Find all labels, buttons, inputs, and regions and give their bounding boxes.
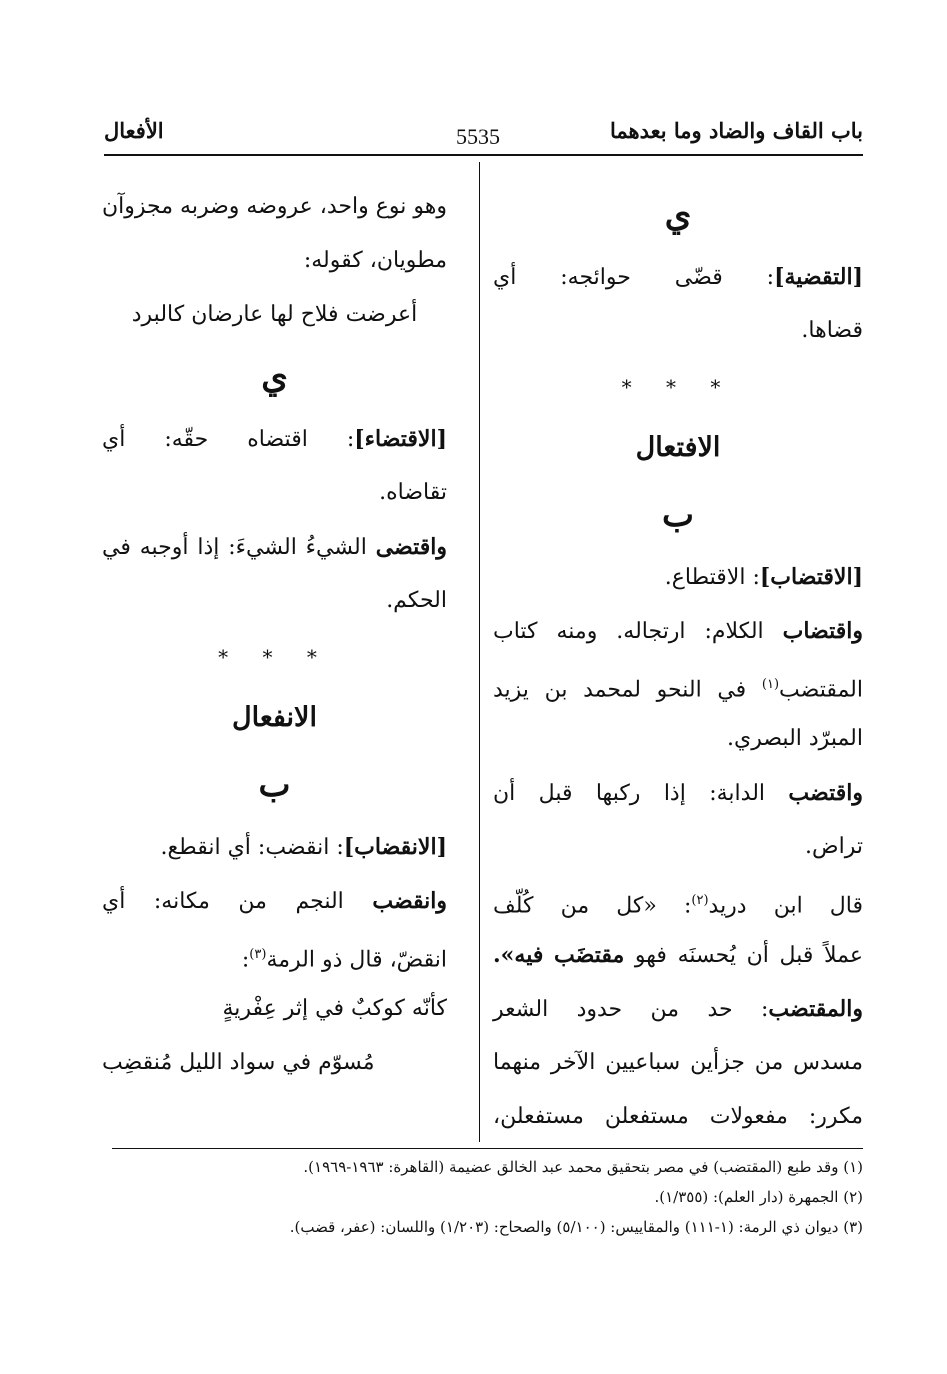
page-number: 5535 <box>456 124 500 149</box>
letter-ya-heading: ي <box>261 357 288 397</box>
entry-inqidab: [الانقضاب]: انقضب: أي انقطع. <box>160 834 447 860</box>
headword: واقتضاب <box>782 618 863 644</box>
continuation-text: مطويان، كقوله: <box>303 248 447 273</box>
verse-line: مُسوّم في سواد الليل مُنقضِب <box>102 1050 375 1075</box>
footnote-rule <box>112 1148 863 1149</box>
entry-durayd: قال ابن دريد$^{(٢)}$: «كل من كُلّف <box>493 893 863 919</box>
header-rule <box>104 154 863 156</box>
entry-shay: واقتضى الشيءُ الشيءَ: إذا أوجبه في <box>102 534 447 560</box>
entry-muqtadab-cont: مكرر: مفعولات مستفعلن مستفعلن، <box>493 1104 863 1129</box>
footnote-2: (٢) الجمهرة (دار العلم): (١/٣٥٥). <box>654 1188 863 1206</box>
separator-stars: * * * <box>621 375 735 399</box>
entry-iqtida: [الاقتضاء]: اقتضاه حقّه: أي <box>102 426 447 452</box>
entry-muqtadab: والمقتضب: حد من حدود الشعر <box>493 996 863 1022</box>
headword: [التقضية] <box>774 264 863 290</box>
letter-ba-heading: ب <box>661 495 694 535</box>
entry-shay-cont: الحكم. <box>386 588 447 613</box>
headword: واقتضى <box>375 534 447 560</box>
section-heading: الأفعال <box>104 118 164 143</box>
entry-dabba-cont: تراض. <box>805 834 863 859</box>
headword: وانقضب <box>372 888 448 914</box>
entry-taqdiya: [التقضية]: قضّى حوائجه: أي <box>493 264 863 290</box>
continuation-text: وهو نوع واحد، عروضه وضربه مجزوآن <box>102 194 447 219</box>
footnote-ref: (٢) <box>691 893 709 908</box>
right-column <box>493 180 863 1144</box>
headword: واقتضب <box>788 780 863 806</box>
entry-muqtadab-cont: مسدس من جزأين سباعيين الآخر منهما <box>493 1050 863 1075</box>
footnote-ref: (٣) <box>249 947 267 962</box>
headword: [الاقتضاء] <box>354 426 447 452</box>
entry-najm: وانقضب النجم من مكانه: أي <box>102 888 448 914</box>
entry-dabba: واقتضب الدابة: إذا ركبها قبل أن <box>493 780 863 806</box>
separator-stars: * * * <box>218 645 331 669</box>
headword: [الاقتضاب] <box>759 564 863 590</box>
headword: والمقتضب <box>768 996 863 1022</box>
letter-ya-heading: ي <box>664 195 692 235</box>
section-title-iftiaal: الافتعال <box>635 432 721 463</box>
entry-kalam: واقتضاب الكلام: ارتجاله. ومنه كتاب <box>493 618 863 644</box>
verse-line: أعرضت فلاح لها عارضان كالبرد <box>131 302 418 327</box>
entry-kalam-cont: المبرّد البصري. <box>727 726 863 751</box>
footnote-ref: (١) <box>761 677 780 692</box>
left-column <box>102 180 447 1090</box>
entry-kalam-cont: المقتضب$^{(١)}$ في النحو لمحمد بن يزيد <box>493 677 863 703</box>
letter-ba-heading: ب <box>258 765 291 805</box>
entry-iqtidab: [الاقتضاب]: الاقتطاع. <box>664 564 863 590</box>
chapter-title: باب القاف والضاد وما بعدهما <box>609 118 863 143</box>
section-title-infiaal: الانفعال <box>232 702 317 733</box>
entry-durayd-cont: عملاً قبل أن يُحسنَه فهو مقتضَب فيه». <box>493 942 863 968</box>
entry-iqtida-cont: تقاضاه. <box>379 480 447 505</box>
verse-line: كأنّه كوكبٌ في إثر عِفْريةٍ <box>222 996 447 1021</box>
entry-najm-cont: انقضّ، قال ذو الرمة$^{(٣)}$: <box>241 947 447 973</box>
column-divider <box>479 162 480 1142</box>
headword: [الانقضاب] <box>343 834 447 860</box>
footnotes <box>93 1152 863 1242</box>
entry-taqdiya-cont: قضاها. <box>801 318 863 343</box>
footnote-3: (٣) ديوان ذي الرمة: (١-١١١) والمقاييس: (٥/١٠٠) والصحاح: (١/٢٠٣) واللسان: (عفر، قضب). <box>289 1218 863 1236</box>
footnote-1: (١) وقد طبع (المقتضب) في مصر بتحقيق محمد عبد الخالق عضيمة (القاهرة: ١٩٦٣-١٩٦٩). <box>303 1158 863 1176</box>
